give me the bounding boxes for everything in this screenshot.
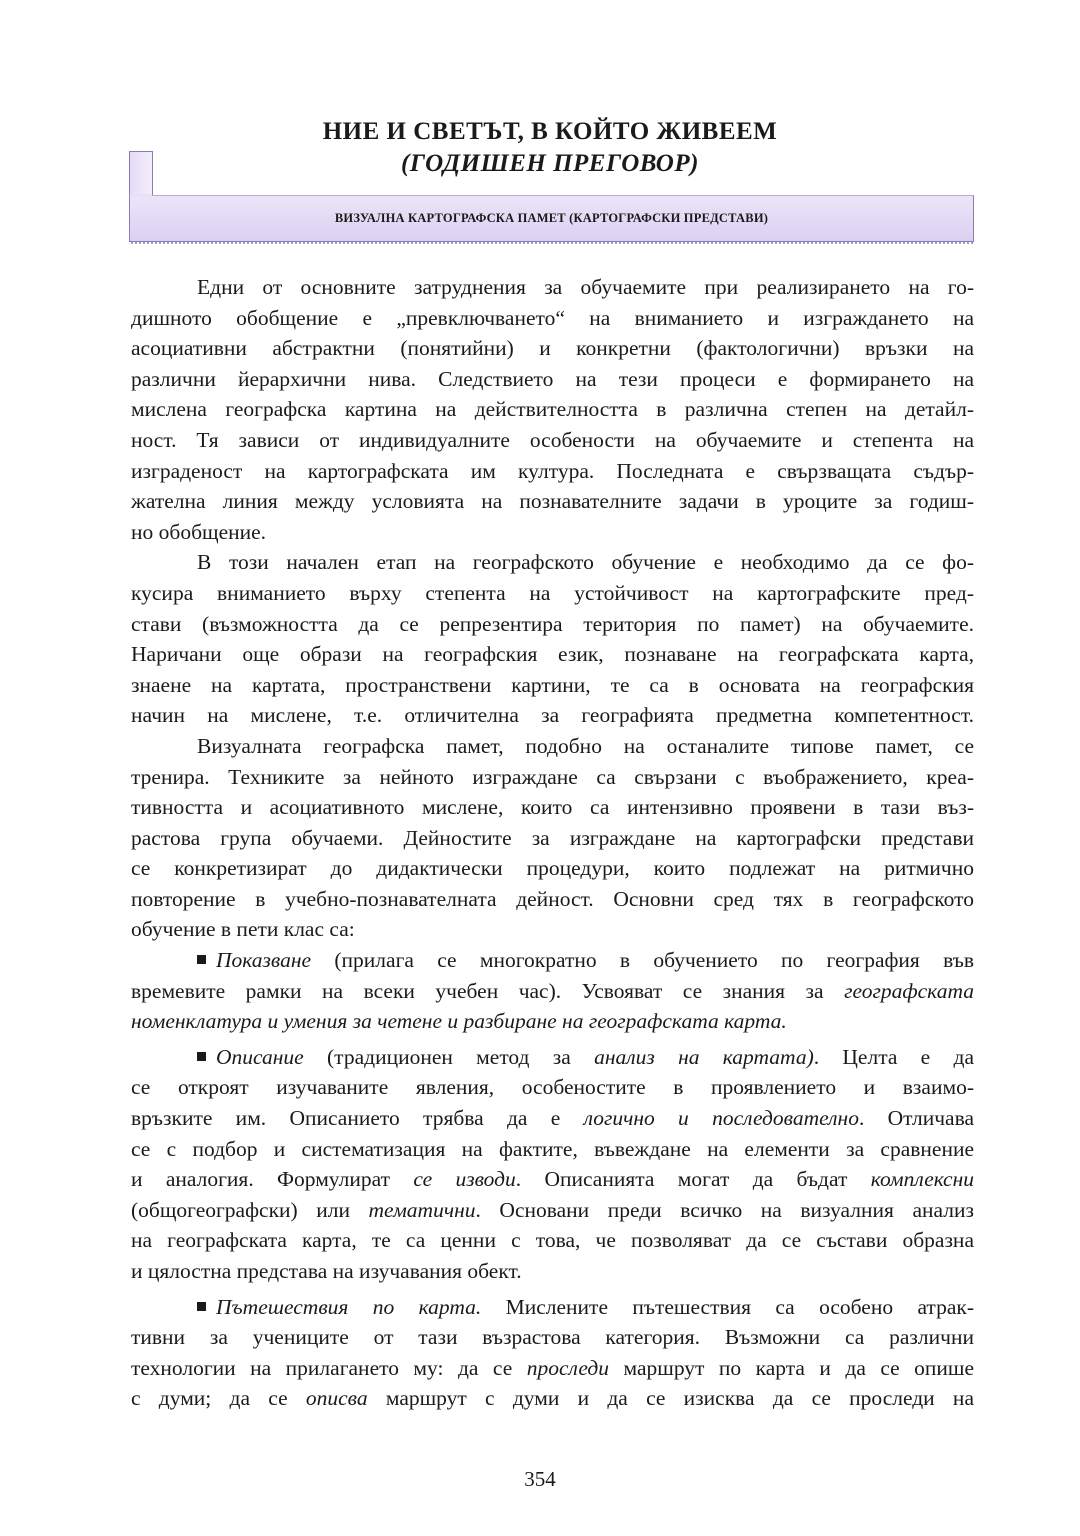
text-line: номенклатура и умения за четене и разбиране на географската карта.: [131, 1009, 787, 1034]
text-line: Наричани още образи на географския език, познаване на географската карта,: [131, 642, 974, 667]
text-line: Визуалната географска памет, подобно на останалите типове памет, се: [197, 733, 974, 758]
dotted-divider: [131, 242, 973, 244]
text-line: на географската карта, те са ценни с това, че позволяват да се състави образна: [131, 1228, 974, 1253]
square-bullet-icon: [197, 1052, 206, 1061]
square-bullet-icon: [197, 1302, 206, 1311]
text-line: с думи; да се описва маршрут с думи и да се изисква да се проследи на: [131, 1386, 974, 1411]
chapter-title: НИЕ И СВЕТЪТ, В КОЙТО ЖИВЕЕМ: [322, 118, 778, 145]
chapter-subtitle: (ГОДИШЕН ПРЕГОВОР): [401, 150, 699, 177]
text-line: Едни от основните затруднения за обучаемите при реализирането на го-: [197, 275, 974, 299]
text-line: начин на мислене, т.е. отличителна за географията предметна компетентност.: [131, 703, 974, 728]
text-line: повторение в учебно-познавателната дейност. Основни сред тях в географското: [131, 886, 974, 911]
text-line: кусира вниманието върху степента на устойчивост на картографските пред-: [131, 580, 974, 605]
text-line: жателна линия между условията на познавателните задачи в уроците за годиш-: [131, 489, 974, 514]
square-bullet-icon: [197, 955, 206, 964]
text-line: времевите рамки на всеки учебен час). Усвояват се знания за географската: [131, 978, 974, 1003]
text-line: стави (възможността да се репрезентира територия по памет) на обучаемите.: [131, 611, 974, 636]
text-line: се конкретизират до дидактически процедури, които подлежат на ритмично: [131, 856, 974, 881]
header-bracket-decoration: [129, 151, 153, 197]
bullet-item-line: Описание (традиционен метод за анализ на картата). Целта е да: [131, 1042, 974, 1073]
text-line: връзките им. Описанието трябва да е логично и последователно. Отличава: [131, 1106, 975, 1131]
text-line: се с подбор и систематизация на фактите, въвеждане на елементи за сравнение: [131, 1136, 974, 1161]
text-line: дишното обобщение е „превключването“ на вниманието и изграждането на: [131, 305, 974, 330]
text-line: ност. Тя зависи от индивидуалните особености на обучаемите и степента на: [131, 427, 974, 452]
section-title: ВИЗУАЛНА КАРТОГРАФСКА ПАМЕТ (КАРТОГРАФСКИ ПРЕДСТАВИ): [334, 211, 769, 225]
section-band: [129, 195, 974, 242]
text-line: тивни за учениците от тази възрастова категория. Възможни са различни: [131, 1325, 974, 1350]
text-line: В този начален етап на географското обучение е необходимо да се фо-: [197, 550, 974, 575]
text-line: се откроят изучаваните явления, особеностите в проявлението и взаимо-: [131, 1075, 974, 1100]
text-line: тивността и асоциативното мислене, които са интензивно проявени в тази въз-: [131, 795, 974, 820]
band-joint-decoration: [130, 194, 152, 197]
text-line: обучение в пети клас са:: [131, 917, 355, 942]
text-line: асоциативни абстрактни (понятийни) и конкретни (фактологични) връзки на: [131, 336, 974, 361]
bullet-item-line: Пътешествия по карта. Мислените пътешествия са особено атрак-: [131, 1292, 974, 1323]
text-line: мислена географска картина на действителността в различна степен на детайл-: [131, 397, 974, 422]
text-line: изграденост на картографската им култура. Последната е свързващата съдър-: [131, 458, 974, 483]
text-line: различни йерархични нива. Следствието на тези процеси е формирането на: [131, 366, 974, 391]
body-text: [131, 272, 974, 1414]
text-line: знаене на картата, пространствени картини, те са в основата на географския: [131, 672, 974, 697]
page-number: 354: [524, 1467, 556, 1491]
text-line: технологии на прилагането му: да се проследи маршрут по карта и да се опише: [131, 1355, 974, 1380]
text-line: тренира. Техниките за нейното изграждане са свързани с въображението, креа-: [131, 764, 974, 789]
text-line: но обобщение.: [131, 519, 267, 544]
text-line: и цялостна представа на изучавания обект.: [131, 1259, 522, 1283]
text-line: и аналогия. Формулират се изводи. Описанията могат да бъдат комплексни: [131, 1167, 974, 1192]
text-line: растова група обучаеми. Дейностите за изграждане на картографски представи: [131, 825, 974, 850]
bullet-item-line: Показване (прилага се многократно в обучението по география във: [131, 945, 974, 976]
text-line: (общогеографски) или тематични. Основани преди всичко на визуалния анализ: [131, 1197, 974, 1222]
